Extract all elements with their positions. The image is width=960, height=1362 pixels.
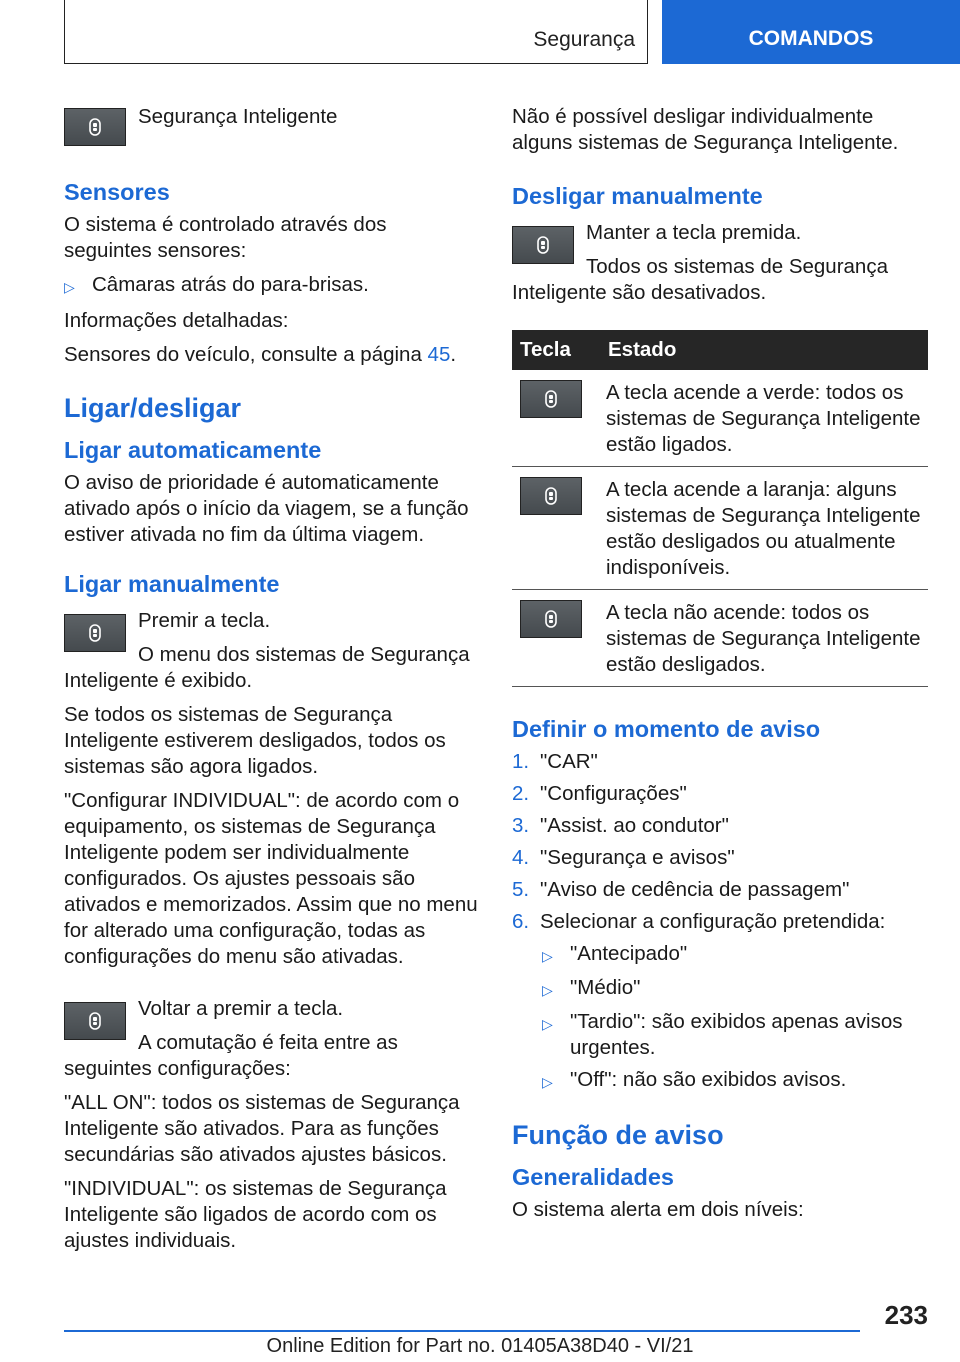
intro-text: Segurança Inteligente [138, 105, 338, 128]
left-column [64, 100, 478, 1262]
list-item [64, 272, 478, 300]
list-item [542, 975, 928, 1003]
column-header-state: Estado [600, 330, 928, 370]
step-number: 6. [512, 910, 530, 933]
column-header-key: Tecla [512, 330, 600, 370]
page-link[interactable]: 45 [427, 343, 451, 366]
triangle-right-icon: ▷ [542, 1074, 553, 1090]
step-text: "Assist. ao condutor" [540, 814, 729, 837]
safety-button-icon [64, 614, 126, 652]
edition-footer: Online Edition for Part no. 01405A38D40 - VI/21 [266, 1335, 694, 1357]
step-number: 3. [512, 814, 530, 837]
step-number: 2. [512, 782, 530, 805]
individual-text: "INDIVIDUAL": os sistemas de Segurança Inteligente são ligados de acordo com os ajustes individuais. [64, 1177, 447, 1252]
step-text: Selecionar a configuração pretendida: [540, 910, 886, 933]
triangle-right-icon: ▷ [542, 1016, 553, 1032]
manual-step: Premir a tecla. [138, 609, 271, 632]
table-cell-state: A tecla acende a verde: todos os sistemas de Segurança Inteligente estão ligados. [600, 370, 928, 467]
list-item [512, 877, 928, 903]
sensors-text: O sistema é controlado através dos seguintes sensores: [64, 213, 387, 262]
details-label: Informações detalhadas: [64, 309, 289, 332]
table-row [512, 370, 928, 467]
onoff-heading: Ligar/desligar [64, 393, 242, 423]
warn-heading: Função de aviso [512, 1120, 724, 1150]
step-number: 1. [512, 750, 530, 773]
off-heading: Desligar manualmente [512, 183, 763, 209]
list-item [542, 1009, 928, 1061]
safety-button-icon [520, 600, 582, 638]
page-number: 233 [884, 1300, 928, 1330]
step-text: "CAR" [540, 750, 598, 773]
table-cell-icon [512, 467, 600, 590]
repress-step: Voltar a premir a tecla. [138, 997, 344, 1020]
safety-button-icon [64, 1002, 126, 1040]
sensors-heading: Sensores [64, 179, 170, 205]
list-item [542, 1067, 928, 1095]
list-item [512, 845, 928, 871]
details-end: . [450, 343, 457, 366]
option-text: "Tardio": são exibidos apenas avisos urgentes. [570, 1010, 903, 1059]
table-cell-icon [512, 590, 600, 687]
manual-heading: Ligar manualmente [64, 571, 280, 597]
table-cell-icon [512, 370, 600, 467]
general-text: O sistema alerta em dois níveis: [512, 1198, 804, 1221]
off-step: Manter a tecla premida. [586, 221, 802, 244]
manual-paragraph-2: Se todos os sistemas de Segurança Inteligente estiverem desligados, todos os sistemas são agora ligados. [64, 703, 446, 778]
table-row [512, 590, 928, 687]
option-text: "Médio" [570, 976, 641, 999]
step-number: 4. [512, 846, 530, 869]
safety-button-icon [64, 108, 126, 146]
list-item [512, 813, 928, 839]
general-heading: Generalidades [512, 1164, 674, 1190]
list-item-text: Câmaras atrás do para-brisas. [92, 273, 369, 296]
key-state-table [512, 330, 928, 687]
off-result: Todos os sistemas de Segurança Inteligente são desativados. [512, 255, 888, 304]
list-item [542, 941, 928, 969]
option-text: "Antecipado" [570, 942, 688, 965]
auto-text: O aviso de prioridade é automaticamente ativado após o início da viagem, se a função estiver ativada no fim da última viagem. [64, 471, 469, 546]
table-cell-state: A tecla acende a laranja: alguns sistemas de Segurança Inteligente estão desligados ou atualmente indisponíveis. [600, 467, 928, 590]
list-item [512, 781, 928, 807]
manual-paragraph-3: "Configurar INDIVIDUAL": de acordo com o equipamento, os sistemas de Segurança Inteligente podem ser individualmente configurados. Os ajustes pessoais são ativados e memorizados. Assim que no menu for alterado uma configuração, todas as configurações do menu são ativadas. [64, 789, 478, 968]
running-header [64, 0, 648, 64]
allon-text: "ALL ON": todos os sistemas de Segurança Inteligente são ativados. Para as funções secundárias são ativados ajustes básicos. [64, 1091, 460, 1166]
details-text [64, 342, 478, 368]
step-text: "Segurança e avisos" [540, 846, 735, 869]
timing-heading: Definir o momento de aviso [512, 716, 821, 742]
footer-divider [64, 1330, 860, 1332]
table-header-row [512, 330, 928, 370]
triangle-right-icon: ▷ [542, 982, 553, 998]
section-title: Segurança [533, 28, 635, 51]
step-text: "Configurações" [540, 782, 687, 805]
list-item [512, 909, 928, 935]
step-number: 5. [512, 878, 530, 901]
right-intro-text: Não é possível desligar individualmente alguns sistemas de Segurança Inteligente. [512, 105, 899, 154]
chapter-tab: COMANDOS [662, 0, 960, 64]
manual-result: O menu dos sistemas de Segurança Inteligente é exibido. [64, 643, 470, 692]
step-text: "Aviso de cedência de passagem" [540, 878, 850, 901]
safety-button-icon [512, 226, 574, 264]
option-text: "Off": não são exibidos avisos. [570, 1068, 847, 1091]
table-row [512, 467, 928, 590]
safety-button-icon [520, 380, 582, 418]
triangle-right-icon: ▷ [542, 948, 553, 964]
auto-heading: Ligar automaticamente [64, 437, 322, 463]
table-cell-state: A tecla não acende: todos os sistemas de Segurança Inteligente estão desligados. [600, 590, 928, 687]
triangle-right-icon: ▷ [64, 279, 75, 295]
list-item [512, 749, 928, 775]
safety-button-icon [520, 477, 582, 515]
repress-result: A comutação é feita entre as seguintes configurações: [64, 1031, 398, 1080]
details-ref-text: Sensores do veículo, consulte a página [64, 343, 428, 366]
right-column [512, 100, 928, 1231]
